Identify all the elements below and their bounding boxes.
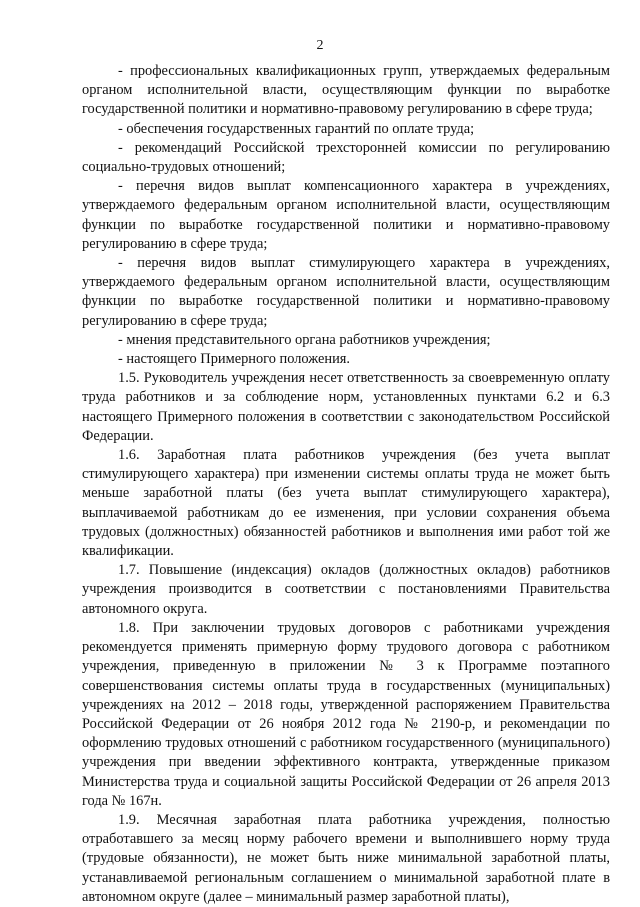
clause-1-5: 1.5. Руководитель учреждения несет ответственность за своевременную оплату труда работников и за соблюдение норм, установленных пунктами 6.2 и 6.3 настоящего Примерного положения в соответствии с законодательством Российской Федерации. (82, 370, 610, 444)
list-item-state-guarantees: - обеспечения государственных гарантий по оплате труда; (118, 120, 475, 137)
clause-1-6: 1.6. Заработная плата работников учреждения (без учета выплат стимулирующего характера) при изменении системы оплаты труда не может быть меньше заработной платы (без учета выплат стимулирующего характера), выплачиваемой работникам до ее изменения, при условии сохранения объема трудовых (должностных) обязанностей работников и выполнения ими работ той же квалификации. (82, 447, 610, 560)
clause-1-9: 1.9. Месячная заработная плата работника учреждения, полностью отработавшего за месяц норму рабочего времени и выполнившего норму труда (трудовые обязанности), не может быть ниже минимальной заработной платы, устанавливаемой региональным соглашением о минимальной заработной плате в автономном округе (далее – минимальный размер заработной платы), (82, 811, 610, 905)
document-body (82, 62, 610, 907)
list-item-representative-body: - мнения представительного органа работников учреждения; (118, 331, 491, 348)
list-item-tripartite-commission: - рекомендаций Российской трехсторонней комиссии по регулированию социально-трудовых отношений; (82, 139, 610, 176)
list-item-compensation-payments: - перечня видов выплат компенсационного характера в учреждениях, утверждаемого федеральным органом исполнительной власти, осуществляющим функции по выработке государственной политики и нормативно-правовому регулированию в сфере труда; (82, 178, 610, 252)
page-number: 2 (316, 38, 324, 53)
list-item-incentive-payments: - перечня видов выплат стимулирующего характера в учреждениях, утверждаемого федеральным органом исполнительной власти, осуществляющим функции по выработке государственной политики и нормативно-правовому регулированию в сфере труда; (82, 255, 610, 329)
list-item-model-regulation: - настоящего Примерного положения. (118, 351, 351, 368)
list-item-professional-groups: - профессиональных квалификационных групп, утверждаемых федеральным органом исполнительной власти, осуществляющим функции по выработке государственной политики и нормативно-правовому регулированию в сфере труда; (82, 63, 610, 118)
clause-1-7: 1.7. Повышение (индексация) окладов (должностных окладов) работников учреждения производится в соответствии с постановлениями Правительства автономного округа. (82, 562, 610, 617)
clause-1-8: 1.8. При заключении трудовых договоров с работниками учреждения рекомендуется применять примерную форму трудового договора с работником учреждения, приведенную в приложении № 3 к Программе поэтапного совершенствования системы оплаты труда в государственных (муниципальных) учреждениях на 2012 – 2018 годы, утвержденной распоряжением Правительства Российской Федерации от 26 ноября 2012 года № 2190-р, и рекомендации по оформлению трудовых отношений с работником государственного (муниципального) учреждения при введении эффективного контракта, утвержденные приказом Министерства труда и социальной защиты Российской Федерации от 26 апреля 2013 года № 167н. (82, 619, 610, 809)
